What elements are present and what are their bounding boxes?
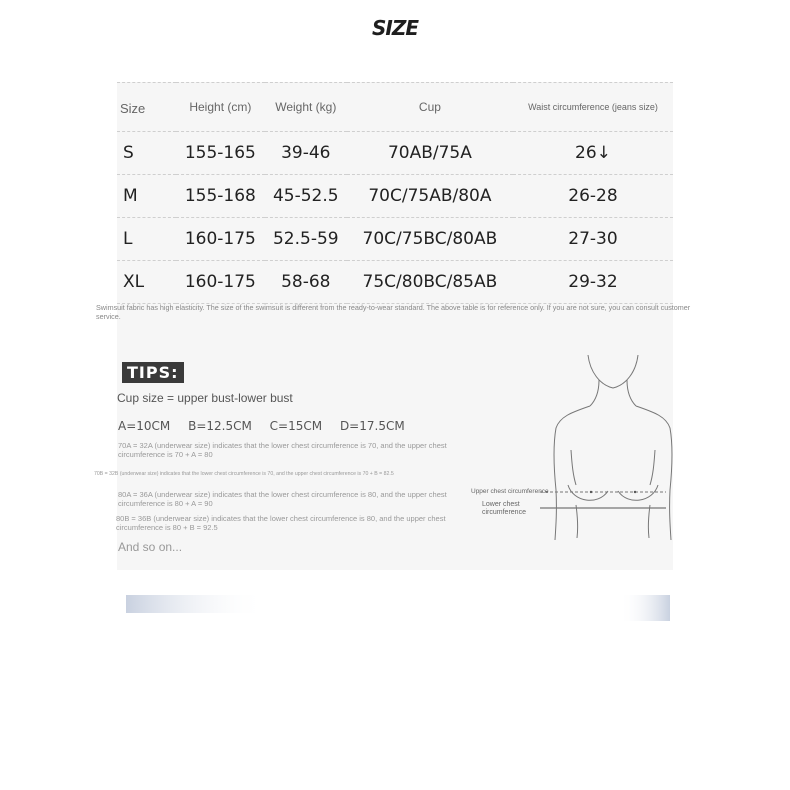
cell-waist: 26↓ [575,143,611,163]
cup-formula: Cup size = upper bust-lower bust [117,391,293,405]
header-cup: Cup [418,100,441,114]
table-row [117,261,673,304]
cell-size: S [123,143,134,163]
page-title: SIZE [371,16,418,40]
table-row [117,218,673,261]
header-weight: Weight (kg) [275,100,337,114]
example-70b: 70B = 32B (underwear size) indicates that the lower chest circumference is 70, and the upper chest circumference is 70 + B = 82.5 [94,471,394,477]
cup-value-d: D=17.5CM [339,419,405,433]
cell-waist: 29-32 [568,272,618,292]
cup-values [118,419,419,433]
figure-right-shoulder [636,406,672,540]
cell-weight: 45-52.5 [272,186,339,206]
cell-height: 155-168 [184,186,256,206]
table-row [117,132,673,175]
cell-weight: 58-68 [281,272,331,292]
cup-value-b: B=12.5CM [188,419,252,433]
cell-cup: 70C/75AB/80A [368,186,492,206]
nipple-left [590,491,592,493]
cell-size: M [123,186,138,206]
figure-waist-right [648,505,650,538]
size-table [117,82,673,304]
elasticity-note: Swimsuit fabric has high elasticity. The size of the swimsuit is different from the ready-to-wear standard. The above table is for reference only. If you are not sure, you can consult customer service. [96,303,691,321]
example-70a: 70A = 32A (underwear size) indicates that the lower chest circumference is 70, and the upper chest circumference is 70 + A = 80 [118,441,447,459]
figure-left-shoulder [554,406,590,540]
nipple-right [634,491,636,493]
cup-value-c: C=15CM [269,419,323,433]
header-size: Size [120,100,146,116]
table-row [117,175,673,218]
and-so-on-text: And so on... [118,540,183,554]
header-waist: Waist circumference (jeans size) [528,102,658,112]
lower-chest-label: Lower chest circumference [482,501,526,516]
cell-cup: 70C/75BC/80AB [362,229,498,249]
cell-height: 160-175 [184,229,256,249]
cell-cup: 75C/80BC/85AB [362,272,498,292]
upper-chest-label: Upper chest circumference [471,488,549,495]
figure-waist-left [576,505,578,538]
figure-head [588,355,638,388]
header-height: Height (cm) [189,100,252,114]
cell-waist: 26-28 [568,186,618,206]
cell-weight: 52.5-59 [272,229,339,249]
cell-size: XL [123,272,145,292]
figure-left-breast [568,485,608,500]
cell-size: L [123,229,133,249]
figure-neck-left [590,380,599,406]
cup-value-a: A=10CM [118,419,171,433]
figure-neck-right [627,380,636,406]
cell-height: 155-165 [184,143,256,163]
figure-right-inner [650,450,655,485]
example-80b: 80B = 36B (underwear size) indicates that the lower chest circumference is 80, and the upper chest circumference is 80 + B = 92.5 [116,514,446,532]
cropped-image-strip [126,595,670,623]
bust-measurement-figure [468,350,678,550]
figure-left-inner [571,450,576,485]
figure-right-breast [618,485,658,500]
tips-badge: TIPS: [122,362,184,383]
cell-height: 160-175 [184,272,256,292]
table-header-row [117,83,673,132]
cell-waist: 27-30 [568,229,618,249]
example-80a: 80A = 36A (underwear size) indicates that the lower chest circumference is 80, and the upper chest circumference is 80 + A = 90 [118,490,447,508]
cell-cup: 70AB/75A [387,143,472,163]
cell-weight: 39-46 [281,143,331,163]
